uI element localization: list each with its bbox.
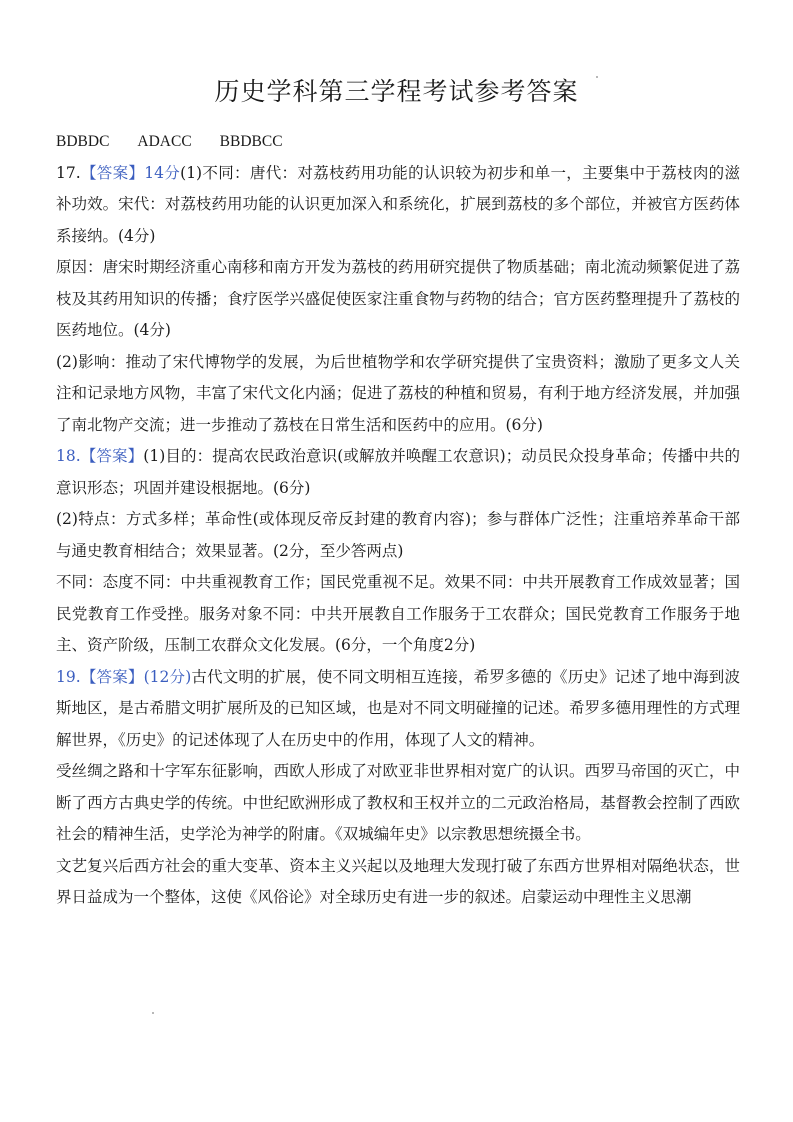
q17-text-1: (1)不同：唐代：对荔枝药用功能的认识较为初步和单一，主要集中于荔枝肉的滋补功效。宋代：对荔枝药用功能的认识更加深入和系统化，扩展到荔枝的多个部位，并被官方医药体系接纳。(4分): [56, 163, 740, 245]
answer-content: [56, 126, 740, 914]
answer-key-group: ADACC: [137, 133, 192, 150]
q17-paragraph-1: [56, 158, 740, 253]
q17-paragraph-3: (2)影响：推动了宋代博物学的发展，为后世植物学和农学研究提供了宝贵资料；激励了更多文人关注和记录地方风物，丰富了宋代文化内涵；促进了荔枝的种植和贸易，有利于地方经济发展，并加强了南北物产交流；进一步推动了荔枝在日常生活和医药中的应用。(6分): [56, 352, 740, 434]
q18-paragraph-2: (2)特点：方式多样；革命性(或体现反帝反封建的教育内容)；参与群体广泛性；注重培养革命干部与通史教育相结合；效果显著。(2分，至少答两点): [56, 510, 740, 560]
answer-key-group: BDBDC: [56, 133, 110, 150]
q17-answer-tag: 【答案】: [80, 163, 145, 182]
answer-key-group: BBDBCC: [219, 133, 283, 150]
q18-paragraph-3: 不同：态度不同：中共重视教育工作；国民党重视不足。效果不同：中共开展教育工作成效显著；国民党教育工作受挫。服务对象不同：中共开展教自工作服务于工农群众；国民党教育工作服务于地主、资产阶级，压制工农群众文化发展。(6分，一个角度2分): [56, 573, 740, 654]
q19-score: (12分): [143, 667, 192, 686]
page-title: 历史学科第三学程考试参考答案: [214, 77, 579, 106]
q18-answer-tag: 【答案】: [80, 447, 144, 465]
q18-number: 18.: [56, 447, 81, 465]
scan-dot: [596, 76, 598, 78]
q19-paragraph-1: [56, 662, 740, 757]
q17-score: 14分: [144, 163, 181, 182]
q19-paragraph-3: 文艺复兴后西方社会的重大变革、资本主义兴起以及地理大发现打破了东西方世界相对隔绝状态，世界日益成为一个整体，这使《风俗论》对全球历史有进一步的叙述。启蒙运动中理性主义思潮: [56, 856, 740, 906]
scan-dot: [152, 1012, 154, 1014]
q17-paragraph-2: 原因：唐宋时期经济重心南移和南方开发为荔枝的药用研究提供了物质基础；南北流动频繁促进了荔枝及其药用知识的传播；食疗医学兴盛促使医家注重食物与药物的结合；官方医药整理提升了荔枝的医药地位。(4分): [56, 258, 740, 339]
q19-paragraph-2: 受丝绸之路和十字军东征影响，西欧人形成了对欧亚非世界相对宽广的认识。西罗马帝国的灭亡，中断了西方古典史学的传统。中世纪欧洲形成了教权和王权并立的二元政治格局，基督教会控制了西欧社会的精神生活，史学沦为神学的附庸。《双城编年史》以宗教思想统摄全书。: [56, 762, 740, 843]
q17-number: 17.: [56, 163, 81, 182]
q19-number: 19.: [56, 667, 81, 686]
q19-answer-tag: 【答案】: [80, 667, 144, 686]
q18-text-1: (1)目的：提高农民政治意识(或解放并唤醒工农意识)；动员民众投身革命；传播中共的意识形态；巩固并建设根据地。(6分): [56, 447, 740, 497]
q18-paragraph-1: [56, 441, 740, 504]
multiple-choice-keys: [56, 126, 740, 158]
q19-text-1: 古代文明的扩展，使不同文明相互连接，希罗多德的《历史》记述了地中海到波斯地区，是古希腊文明扩展所及的已知区域，也是对不同文明碰撞的记述。希罗多德用理性的方式理解世界，《历史》的记述体现了人在历史中的作用，体现了人文的精神。: [56, 667, 740, 749]
